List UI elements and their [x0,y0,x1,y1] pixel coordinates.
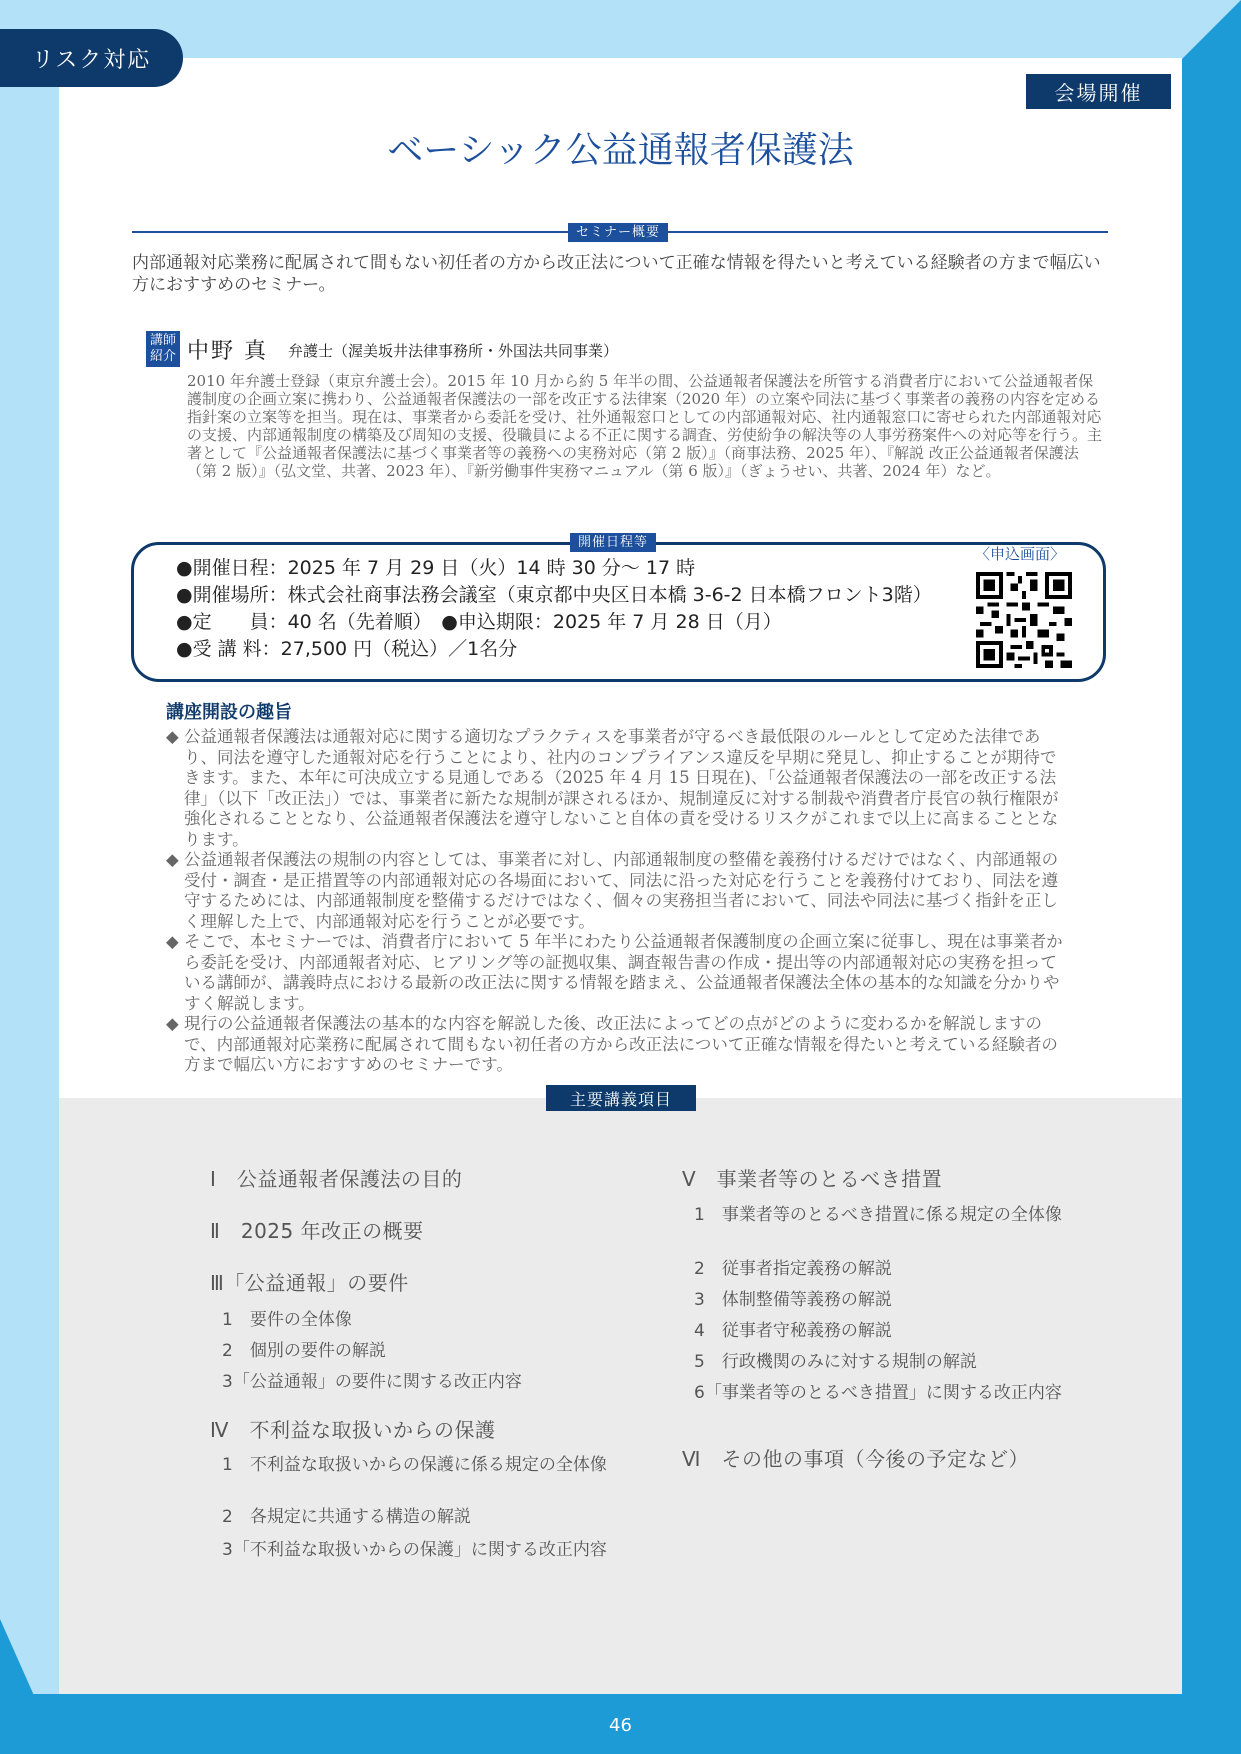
diamond-icon: ◆ [166,850,179,869]
summary-label: セミナー概要 [568,223,668,242]
schedule-place: ●開催場所：株式会社商事法務会議室（東京都中央区日本橋 3-6-2 日本橋フロント3階） [176,584,932,606]
topic-heading: Ⅱ 2025 年改正の概要 [210,1219,424,1243]
lecturer-affiliation: 弁護士（渥美坂井法律事務所・外国法共同事業） [288,342,619,360]
topic-subitem: 6「事業者等のとるべき措置」に関する改正内容 [694,1383,1062,1403]
qr-code-icon[interactable] [976,572,1072,668]
purpose-item: ◆ 公益通報者保護法の規制の内容としては、事業者に対し、内部通報制度の整備を義務付けるだけではなく、内部通報の受付・調査・是正措置等の内部通報対応の各場面において、同法に沿った対応を行うことを義務付けており、同法を遵守するためには、内部通報制度を整備するだけではなく、個々の実務担当者において、同法や同法に基づく指針を正しく理解した上で、内部通報対応を行うことが必要です。 [166,850,1059,931]
topic-subitem: 2 各規定に共通する構造の解説 [222,1507,471,1527]
page-number: 46 [609,1715,632,1736]
topic-heading: Ⅰ 公益通報者保護法の目的 [210,1167,463,1191]
diamond-icon: ◆ [166,1014,179,1033]
topic-heading: Ⅲ「公益通報」の要件 [210,1271,409,1295]
schedule-capacity: ●定 員：40 名（先着順） ●申込期限：2025 年 7 月 28 日（月） [176,611,782,633]
lecturer-tag: 講師 紹介 [146,331,180,367]
topic-subitem: 2 従事者指定義務の解説 [694,1259,892,1279]
purpose-item: ◆ 現行の公益通報者保護法の基本的な内容を解説した後、改正法によってどの点がどのように変わるかを解説しますので、内部通報対応業務に配属されて間もない初任者の方から改正法について正確な情報を得たいと考えている経験者の方まで幅広い方におすすめのセミナーです。 [166,1014,1058,1074]
topic-subitem: 5 行政機関のみに対する規制の解説 [694,1352,977,1372]
schedule-label: 開催日程等 [570,533,656,552]
lecturer-bio: 2010 年弁護士登録（東京弁護士会）。2015 年 10 月から約 5 年半の間、公益通報者保護法を所管する消費者庁において公益通報者保護制度の企画立案に携わり、公益通報者保護法の一部を改正する法律案（2020 年）の立案や同法に基づく事業者の義務の内容を定める指針案の立案等を担当。現在は、事業者から委託を受け、社外通報窓口としての内部通報対応、社内通報窓口に寄せられた内部通報対応の支援、内部通報制度の構築及び周知の支援、役職員による不正に関する調査、労使紛争の解決等の人事労務案件への対応等を行う。主著として『公益通報者保護法に基づく事業者等の義務への実務対応（第 2 版）』（商事法務、2025 年）、『解説 改正公益通報者保護法（第 2 版）』（弘文堂、共著、2023 年）、『新労働事件実務マニュアル（第 6 版）』（ぎょうせい、共著、2024 年）など。 [187,372,1103,480]
page-title: ベーシック公益通報者保護法 [387,130,854,171]
topic-subitem: 3「不利益な取扱いからの保護」に関する改正内容 [222,1540,607,1560]
lecturer-name: 中野 真 [187,339,268,364]
topic-heading: Ⅵ その他の事項（今後の予定など） [682,1447,1029,1471]
purpose-item: ◆ 公益通報者保護法は通報対応に関する適切なプラクティスを事業者が守るべき最低限のルールとして定めた法律であり、同法を遵守した通報対応を行うことにより、社内のコンプライアンス違反を早期に発見し、抑止することが期待できます。また、本年に可決成立する見通しである（2025 年 4 月 15 日現在)、「公益通報者保護法の一部を改正する法律」（以下「改正法」）では、事業者に新たな規制が課されるほか、規制違反に対する制裁や消費者庁長官の執行権限が強化されることとなり、公益通報者保護法を遵守しないこと自体の責を受けるリスクがこれまで以上に高まることとなります。 [166,727,1059,849]
topic-subitem: 3 体制整備等義務の解説 [694,1290,892,1310]
schedule-details [176,555,976,663]
venue-badge: 会場開催 [1026,74,1171,109]
category-tab: リスク対応 [0,29,183,87]
topic-subitem: 2 個別の要件の解説 [222,1341,386,1361]
topic-subitem: 4 従事者守秘義務の解説 [694,1321,892,1341]
schedule-date: ●開催日程：2025 年 7 月 29 日（火）14 時 30 分～ 17 時 [176,557,696,579]
qr-caption: 〈申込画面〉 [975,545,1066,563]
topic-heading: Ⅳ 不利益な取扱いからの保護 [210,1418,496,1442]
topic-subitem: 3「公益通報」の要件に関する改正内容 [222,1372,522,1392]
schedule-fee: ●受 講 料：27,500 円（税込）／1名分 [176,638,518,660]
topic-subitem: 1 事業者等のとるべき措置に係る規定の全体像 [694,1205,1062,1225]
topic-subitem: 1 不利益な取扱いからの保護に係る規定の全体像 [222,1455,607,1475]
topics-label: 主要講義項目 [546,1085,696,1111]
purpose-heading: 講座開設の趣旨 [166,702,292,723]
topic-subitem: 1 要件の全体像 [222,1310,352,1330]
diamond-icon: ◆ [166,727,179,746]
purpose-list [166,727,1072,1076]
purpose-item: ◆ そこで、本セミナーでは、消費者庁において 5 年半にわたり公益通報者保護制度の企画立案に従事し、現在は事業者から委託を受け、内部通報者対応、ヒアリング等の証拠収集、調査報告書の作成・提出等の内部通報対応の実務を担っている講師が、講義時点における最新の改正法に関する情報を踏まえ、公益通報者保護法全体の基本的な知識を分かりやすく解説します。 [166,932,1063,1013]
summary-text: 内部通報対応業務に配属されて間もない初任者の方から改正法について正確な情報を得たいと考えている経験者の方まで幅広い方におすすめのセミナー。 [132,253,1101,295]
diamond-icon: ◆ [166,932,179,951]
topic-heading: Ⅴ 事業者等のとるべき措置 [682,1167,943,1191]
